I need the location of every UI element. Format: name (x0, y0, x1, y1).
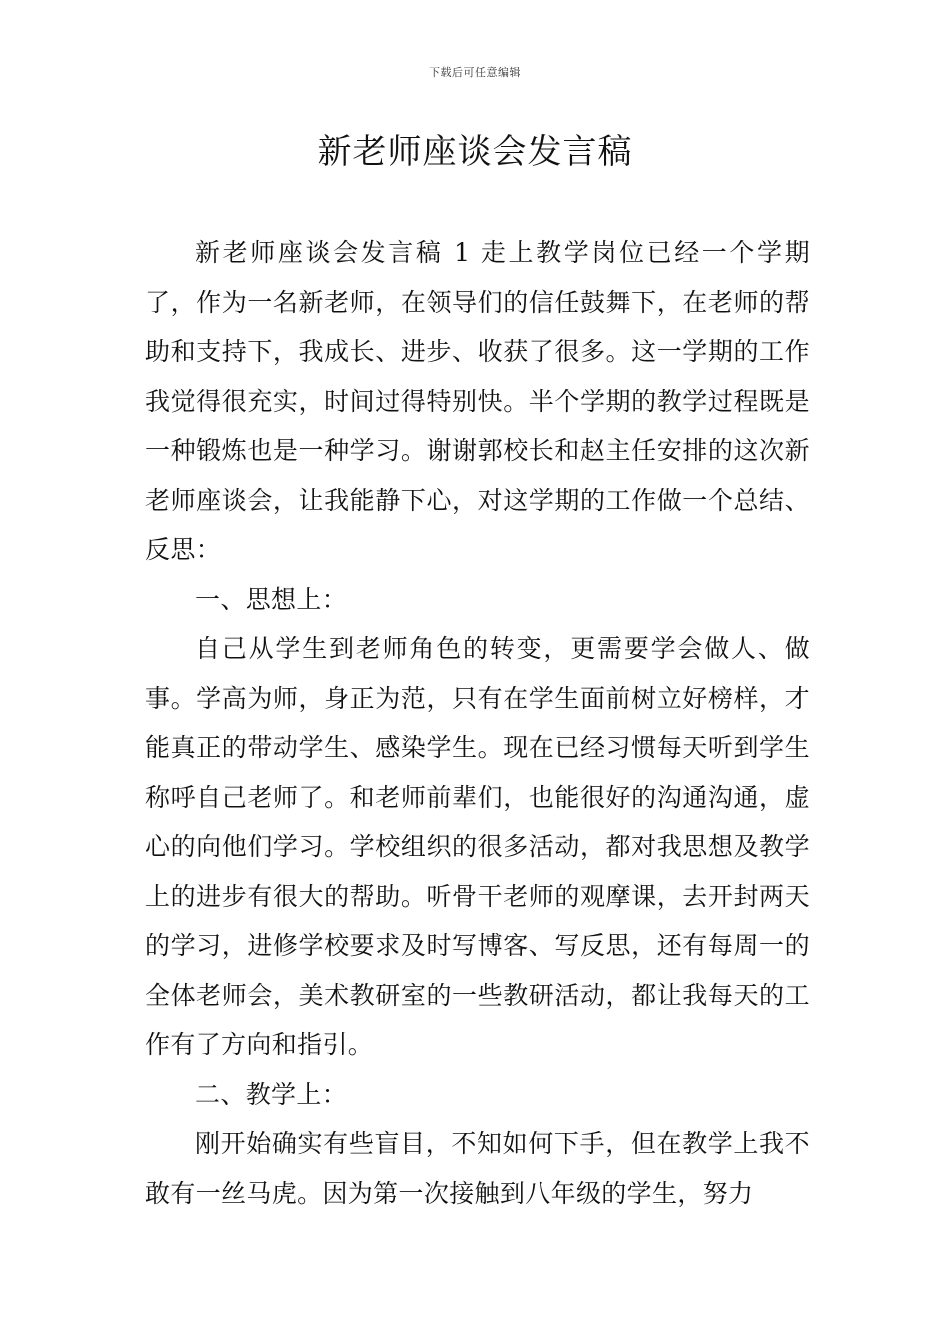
document-title: 新老师座谈会发言稿 (317, 132, 633, 172)
paragraph-thought: 自己从学生到老师角色的转变，更需要学会做人、做事。学高为师，身正为范，只有在学生面前树立好榜样，才能真正的带动学生、感染学生。现在已经习惯每天听到学生称呼自己老师了。和老师前辈们，也能很好的沟通沟通，虚心的向他们学习。学校组织的很多活动，都对我思想及教学上的进步有很大的帮助。听骨干老师的观摩课，去开封两天的学习，进修学校要求及时写博客、写反思，还有每周一的全体老师会，美术教研室的一些教研活动，都让我每天的工作有了方向和指引。 (145, 634, 810, 1059)
section-heading-thought: 一、思想上： (195, 584, 348, 614)
section-heading-teaching: 二、教学上： (195, 1079, 348, 1109)
document-body (145, 228, 810, 1218)
header-note: 下载后可任意编辑 (429, 66, 521, 79)
paragraph-teaching: 刚开始确实有些盲目，不知如何下手，但在教学上我不敢有一丝马虎。因为第一次接触到八年级的学生，努力 (145, 1129, 810, 1208)
paragraph-intro: 新老师座谈会发言稿 1 走上教学岗位已经一个学期了，作为一名新老师，在领导们的信任鼓舞下，在老师的帮助和支持下，我成长、进步、收获了很多。这一学期的工作我觉得很充实，时间过得特别快。半个学期的教学过程既是一种锻炼也是一种学习。谢谢郭校长和赵主任安排的这次新老师座谈会，让我能静下心，对这学期的工作做一个总结、反思： (145, 238, 810, 564)
